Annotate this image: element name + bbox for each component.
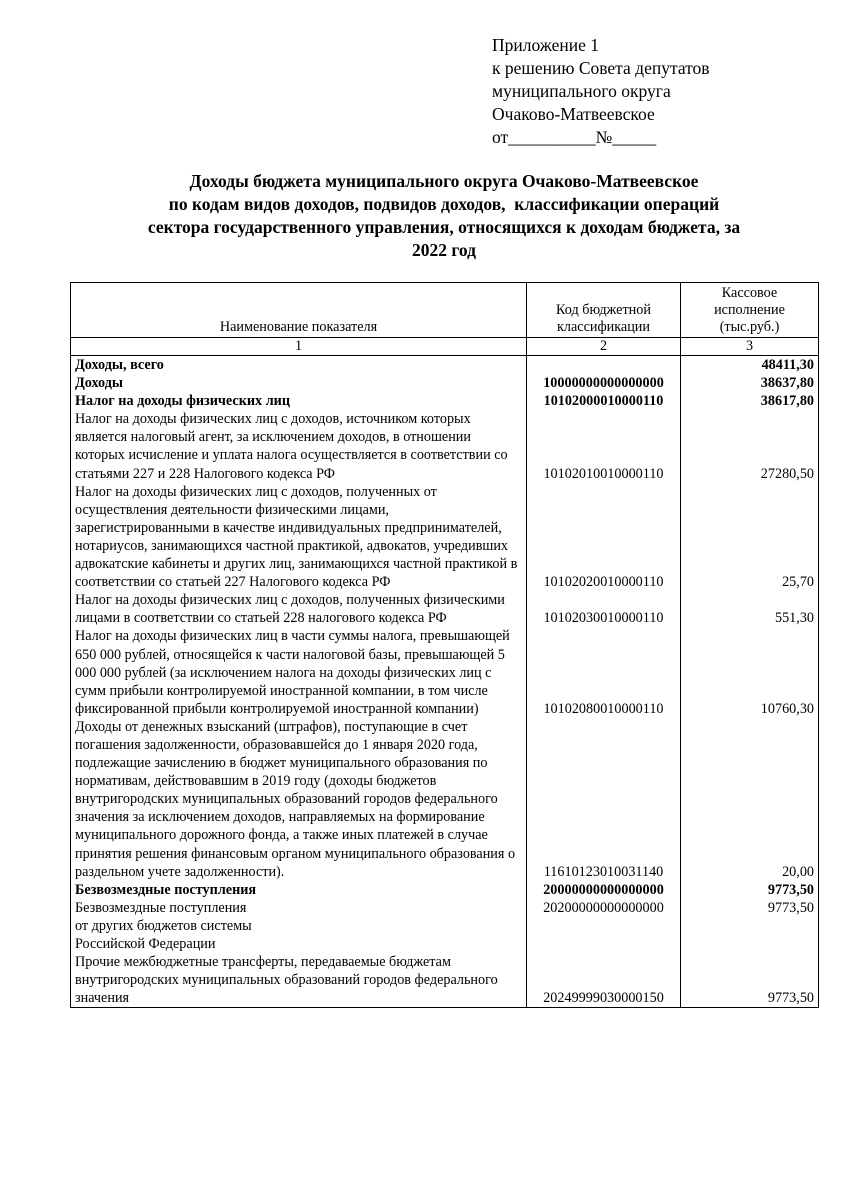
title-line: Доходы бюджета муниципального округа Очаково-Матвеевское bbox=[189, 171, 699, 191]
cash-execution-value: 9773,50 bbox=[681, 881, 819, 899]
table-header-row bbox=[71, 283, 819, 338]
indicator-name: Безвозмездные поступления bbox=[71, 881, 527, 899]
table-row bbox=[71, 356, 819, 375]
header-budget-code: Код бюджетной классификации bbox=[527, 283, 681, 338]
indicator-name: Доходы от денежных взысканий (штрафов), поступающие в счет погашения задолженности, образовавшейся до 1 января 2020 года, подлежащие зачислению в бюджет муниципального образования по нормативам, действовавшим в 2019 году (доходы бюджетов внутригородских муниципальных образований городов федерального значения за исключением доходов, направляемых на формирование муниципального дорожного фонда, а также иных платежей в случае принятия решения финансовым органом муниципального образования о раздельном учете задолженности). bbox=[71, 718, 527, 881]
budget-code: 20249999030000150 bbox=[527, 953, 681, 1008]
budget-code bbox=[527, 356, 681, 375]
indicator-name: Налог на доходы физических лиц в части суммы налога, превышающей 650 000 рублей, относящейся к части налоговой базы, превышающей 5 000 000 рублей (за исключением налога на доходы физических лиц с сумм прибыли контролируемой иностранной компании, в том числе фиксированной прибыли контролируемой иностранной компании) bbox=[71, 627, 527, 717]
table-row bbox=[71, 899, 819, 953]
cash-execution-value: 25,70 bbox=[681, 483, 819, 592]
indicator-name: Доходы bbox=[71, 374, 527, 392]
cash-execution-value: 38637,80 bbox=[681, 374, 819, 392]
table-row bbox=[71, 392, 819, 410]
table-row bbox=[71, 483, 819, 592]
appendix-line: к решению Совета депутатов bbox=[492, 58, 710, 78]
table-row bbox=[71, 374, 819, 392]
budget-code: 10102080010000110 bbox=[527, 627, 681, 717]
table-row bbox=[71, 881, 819, 899]
table-row bbox=[71, 591, 819, 627]
table-row bbox=[71, 627, 819, 717]
document-title bbox=[70, 170, 818, 262]
cash-execution-value: 9773,50 bbox=[681, 953, 819, 1008]
appendix-header bbox=[492, 34, 710, 149]
table-row bbox=[71, 410, 819, 482]
budget-code: 20000000000000000 bbox=[527, 881, 681, 899]
income-table bbox=[70, 282, 819, 1008]
cash-execution-value: 9773,50 bbox=[681, 899, 819, 953]
indicator-name: Безвозмездные поступления от других бюджетов системы Российской Федерации bbox=[71, 899, 527, 953]
indicator-name: Налог на доходы физических лиц с доходов, полученных физическими лицами в соответствии со статьей 228 налогового кодекса РФ bbox=[71, 591, 527, 627]
budget-code: 11610123010031140 bbox=[527, 718, 681, 881]
cash-execution-value: 48411,30 bbox=[681, 356, 819, 375]
cash-execution-value: 551,30 bbox=[681, 591, 819, 627]
indicator-name: Доходы, всего bbox=[71, 356, 527, 375]
table-body bbox=[71, 356, 819, 1008]
table-row bbox=[71, 718, 819, 881]
table-row bbox=[71, 953, 819, 1008]
appendix-line: муниципального округа bbox=[492, 81, 671, 101]
appendix-date-number-line: от__________№_____ bbox=[492, 127, 657, 147]
budget-code: 10102010010000110 bbox=[527, 410, 681, 482]
column-number: 2 bbox=[527, 338, 681, 356]
column-number-row bbox=[71, 338, 819, 356]
appendix-line: Очаково-Матвеевское bbox=[492, 104, 655, 124]
cash-execution-value: 38617,80 bbox=[681, 392, 819, 410]
appendix-line: Приложение 1 bbox=[492, 35, 600, 55]
budget-code: 10102000010000110 bbox=[527, 392, 681, 410]
title-line: по кодам видов доходов, подвидов доходов, классификации операций bbox=[168, 194, 720, 214]
budget-code: 10102020010000110 bbox=[527, 483, 681, 592]
indicator-name: Налог на доходы физических лиц с доходов, источником которых является налоговый агент, за исключением доходов, в отношении которых исчисление и уплата налога осуществляется в соответствии со статьями 227 и 228 Налогового кодекса РФ bbox=[71, 410, 527, 482]
header-cash-execution: Кассовое исполнение (тыс.руб.) bbox=[681, 283, 819, 338]
indicator-name: Налог на доходы физических лиц bbox=[71, 392, 527, 410]
cash-execution-value: 27280,50 bbox=[681, 410, 819, 482]
header-indicator-name: Наименование показателя bbox=[71, 283, 527, 338]
indicator-name: Налог на доходы физических лиц с доходов, полученных от осуществления деятельности физическими лицами, зарегистрированными в качестве индивидуальных предпринимателей, нотариусов, занимающихся частной практикой, адвокатов, учредивших адвокатские кабинеты и других лиц, занимающихся частной практикой в соответствии со статьей 227 Налогового кодекса РФ bbox=[71, 483, 527, 592]
budget-code: 20200000000000000 bbox=[527, 899, 681, 953]
budget-code: 10000000000000000 bbox=[527, 374, 681, 392]
title-line: 2022 год bbox=[412, 240, 476, 260]
cash-execution-value: 20,00 bbox=[681, 718, 819, 881]
indicator-name: Прочие межбюджетные трансферты, передаваемые бюджетам внутригородских муниципальных образований городов федерального значения bbox=[71, 953, 527, 1008]
budget-code: 10102030010000110 bbox=[527, 591, 681, 627]
column-number: 1 bbox=[71, 338, 527, 356]
title-line: сектора государственного управления, относящихся к доходам бюджета, за bbox=[147, 217, 741, 237]
column-number: 3 bbox=[681, 338, 819, 356]
cash-execution-value: 10760,30 bbox=[681, 627, 819, 717]
